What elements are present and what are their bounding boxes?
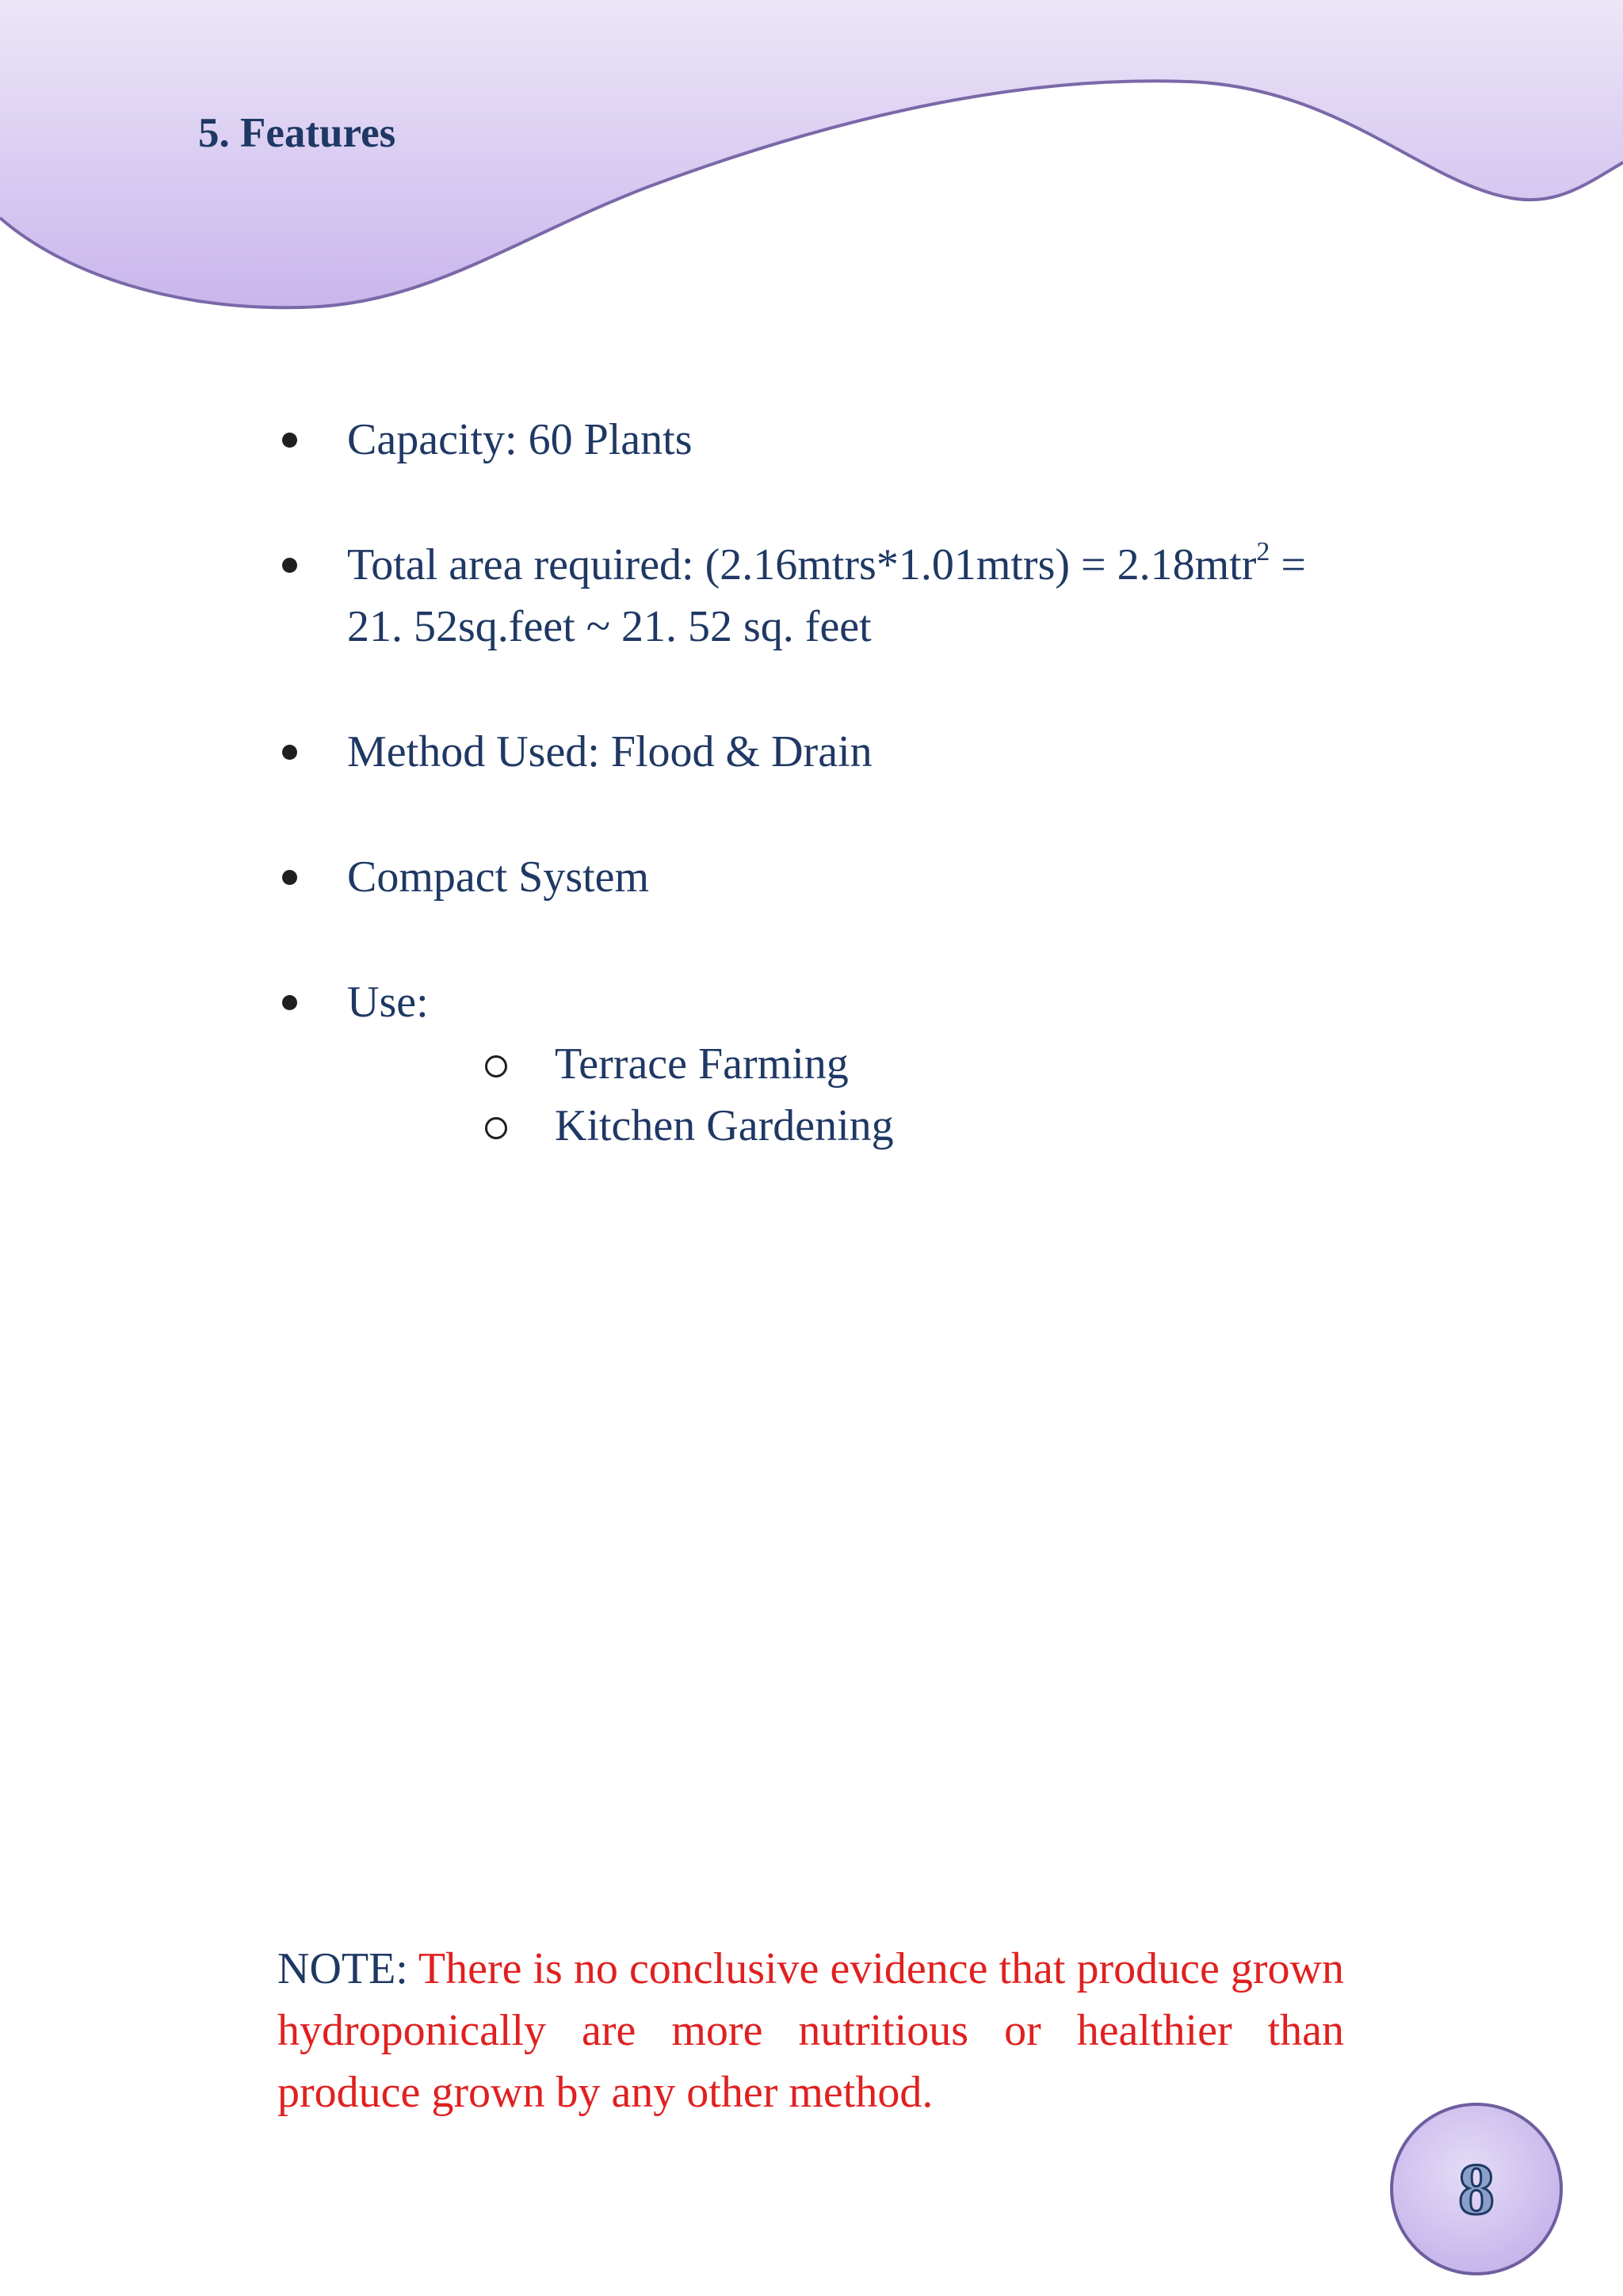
note-text: There is no conclusive evidence that produce grown hydroponically are more nutritious or healthier than produce grown by any other method. — [277, 1944, 1344, 2117]
use-terrace-farming: Terrace Farming — [555, 1039, 849, 1089]
use-label: Use: — [347, 978, 429, 1027]
area-text-line1: Total area required: (2.16mtrs*1.01mtrs) = 2.18mtr$^2$ = — [347, 537, 1306, 589]
circle-bullet-icon — [485, 1117, 507, 1139]
bullet-icon — [282, 433, 297, 448]
superscript-two: 2 — [1256, 537, 1270, 567]
circle-bullet-icon — [485, 1055, 507, 1077]
bullet-icon — [282, 995, 297, 1010]
compact-text: Compact System — [347, 852, 650, 902]
bullet-icon — [282, 745, 297, 760]
header-wave-decoration — [0, 0, 1623, 317]
method-text: Method Used: Flood & Drain — [347, 727, 873, 776]
note-label: NOTE: — [277, 1944, 408, 1993]
bullet-icon — [282, 558, 297, 573]
use-kitchen-gardening: Kitchen Gardening — [555, 1101, 894, 1150]
bullet-icon — [282, 870, 297, 885]
note-paragraph — [277, 1938, 1344, 2123]
capacity-text: Capacity: 60 Plants — [347, 415, 693, 464]
area-text-line2: 21. 52sq.feet ~ 21. 52 sq. feet — [347, 602, 872, 651]
page-number: 8 — [1458, 2149, 1495, 2229]
section-title: 5. Features — [198, 110, 396, 156]
